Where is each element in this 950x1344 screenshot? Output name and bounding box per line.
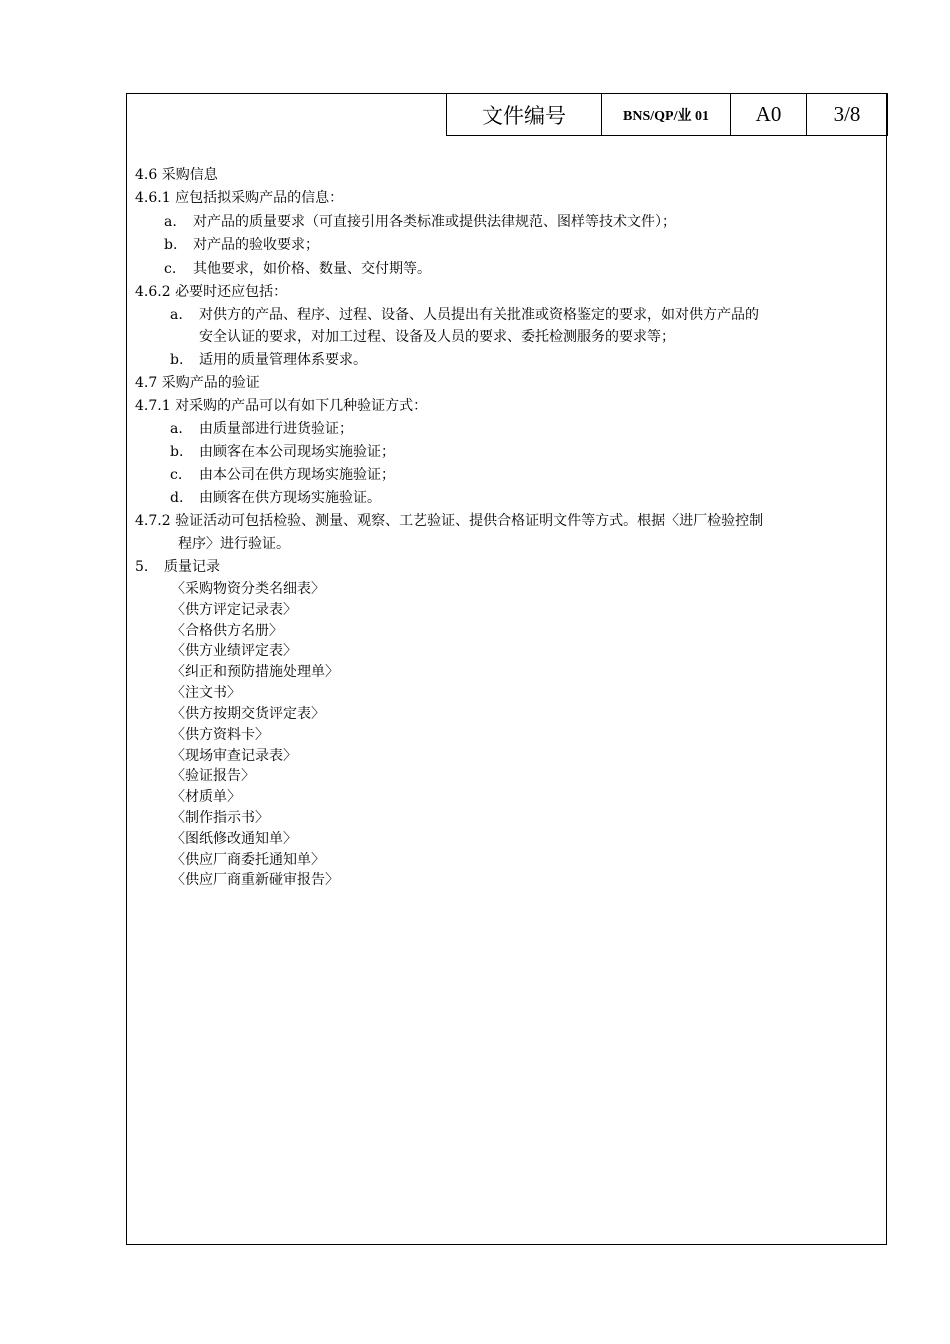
record-item: 〈合格供方名册〉	[171, 623, 283, 639]
page-number: 3/8	[806, 93, 888, 136]
record-item: 〈制作指示书〉	[171, 810, 269, 826]
list-item-text: 对产品的验收要求；	[193, 237, 319, 253]
doc-number-label: 文件编号	[446, 93, 602, 136]
section-5-marker: 5.	[135, 559, 149, 575]
list-item-text: 适用的质量管理体系要求。	[199, 352, 367, 368]
list-item-text: 由顾客在本公司现场实施验证；	[199, 444, 395, 460]
record-item: 〈供应厂商委托通知单〉	[171, 852, 325, 868]
section-4-7-heading: 4.7 采购产品的验证	[135, 375, 260, 391]
record-item: 〈供方业绩评定表〉	[171, 643, 297, 659]
list-item-marker: a.	[170, 307, 183, 323]
list-item-marker: b.	[170, 444, 184, 460]
section-4-6-2: 4.6.2 必要时还应包括：	[135, 284, 288, 300]
record-item: 〈现场审查记录表〉	[171, 748, 297, 764]
record-item: 〈注文书〉	[171, 685, 241, 701]
record-item: 〈采购物资分类名细表〉	[171, 581, 325, 597]
section-4-7-2-continued: 程序〉进行验证。	[178, 536, 290, 552]
record-item: 〈供方资料卡〉	[171, 727, 269, 743]
list-item-text-continued: 安全认证的要求，对加工过程、设备及人员的要求、委托检测服务的要求等；	[199, 329, 675, 345]
list-item-text: 对供方的产品、程序、过程、设备、人员提出有关批准或资格鉴定的要求，如对供方产品的	[199, 307, 759, 323]
record-item: 〈纠正和预防措施处理单〉	[171, 664, 339, 680]
list-item-marker: c.	[170, 467, 183, 483]
list-item-marker: c.	[164, 261, 177, 277]
section-4-6-heading: 4.6 采购信息	[135, 167, 218, 183]
list-item-text: 对产品的质量要求（可直接引用各类标准或提供法律规范、图样等技术文件）；	[193, 214, 676, 230]
record-item: 〈材质单〉	[171, 789, 241, 805]
list-item-text: 由本公司在供方现场实施验证；	[199, 467, 395, 483]
record-item: 〈供应厂商重新碰审报告〉	[171, 872, 339, 888]
section-4-7-2: 4.7.2 验证活动可包括检验、测量、观察、工艺验证、提供合格证明文件等方式。根据〈进厂检验控制	[135, 513, 764, 529]
list-item-marker: a.	[164, 214, 177, 230]
list-item-marker: b.	[164, 237, 178, 253]
list-item-marker: b.	[170, 352, 184, 368]
list-item-marker: a.	[170, 421, 183, 437]
revision-value: A0	[730, 93, 807, 136]
list-item-marker: d.	[170, 490, 184, 506]
record-item: 〈验证报告〉	[171, 768, 255, 784]
section-4-6-1: 4.6.1 应包括拟采购产品的信息：	[135, 190, 344, 206]
section-4-7-1: 4.7.1 对采购的产品可以有如下几种验证方式：	[135, 398, 428, 414]
list-item-text: 由顾客在供方现场实施验证。	[199, 490, 381, 506]
record-item: 〈供方按期交货评定表〉	[171, 706, 325, 722]
record-item: 〈图纸修改通知单〉	[171, 831, 297, 847]
list-item-text: 由质量部进行进货验证；	[199, 421, 353, 437]
section-5-heading: 质量记录	[164, 559, 220, 575]
list-item-text: 其他要求，如价格、数量、交付期等。	[193, 261, 431, 277]
record-item: 〈供方评定记录表〉	[171, 602, 297, 618]
doc-number-value: BNS/QP/业 01	[601, 93, 731, 136]
